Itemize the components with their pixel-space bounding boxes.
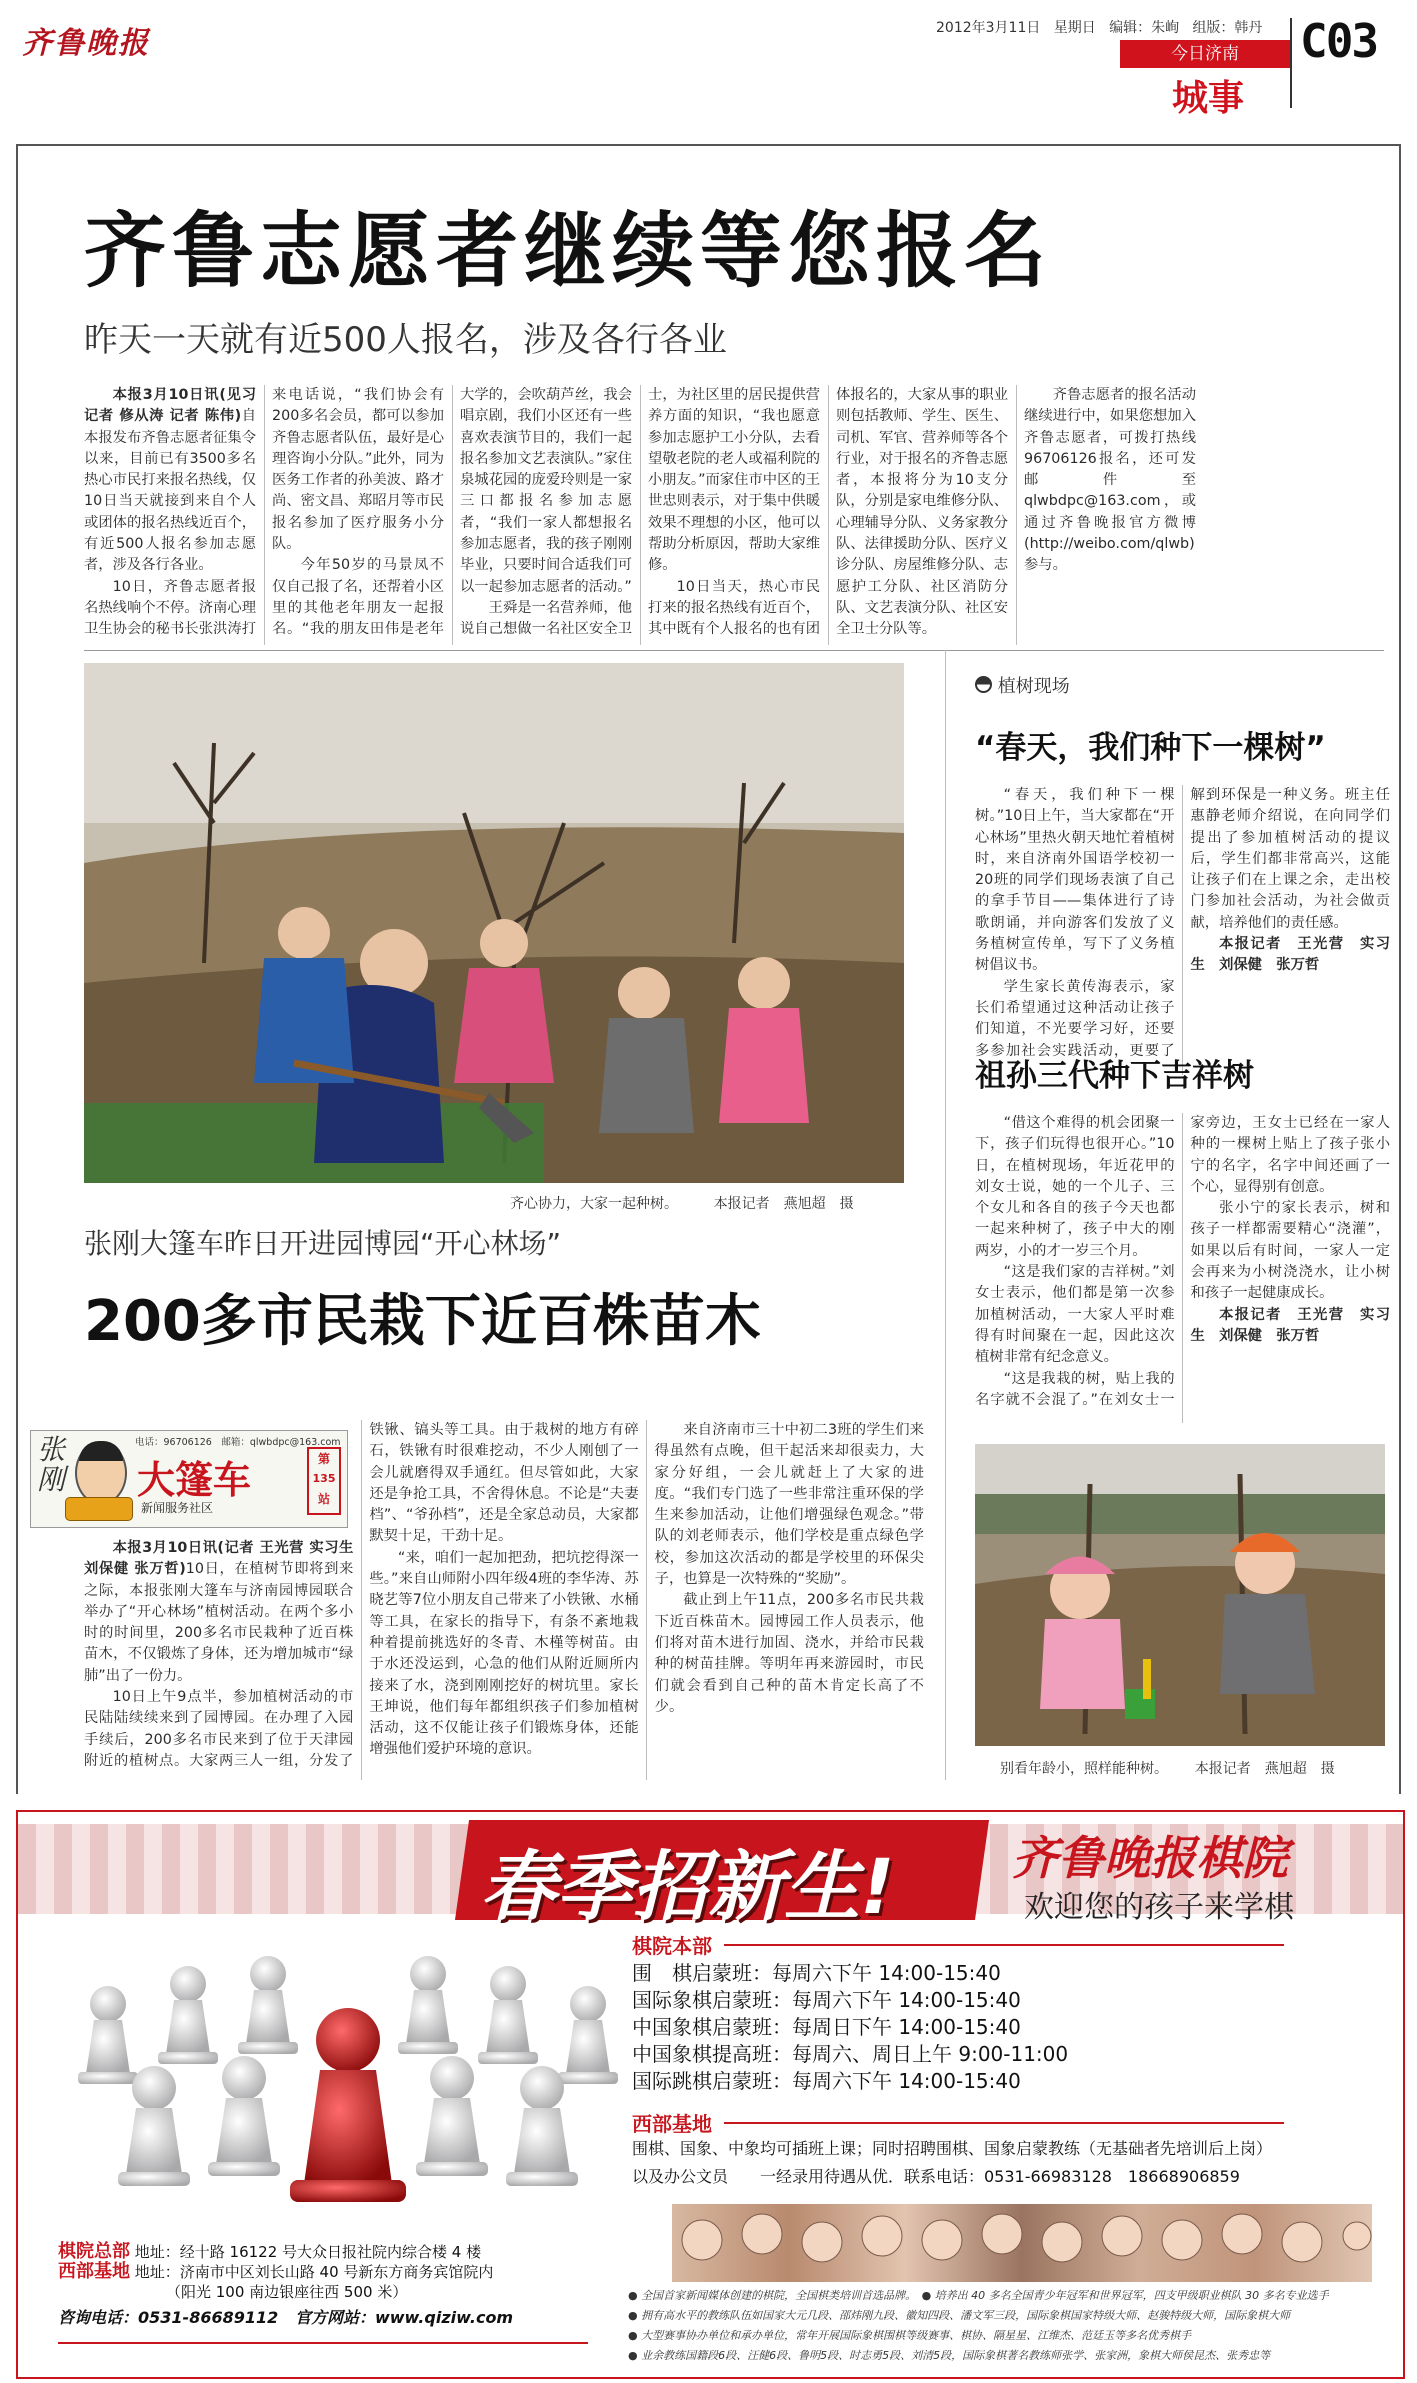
- ad-west-addr: 地址：济南市中区刘长山路 40 号新东方商务宾馆院内: [134, 2263, 494, 2281]
- second-para-1: 10日，在植树节即将到来之际，本报张刚大篷车与济南园博园联合举办了“开心林场”植树活动。在两个多小时的时间里，200多名市民栽种了近百株苗木，不仅锻炼了身体，还为增加城市“绿肺”出了一份力。: [84, 1561, 354, 1684]
- caravan-badge-title: 大篷车: [137, 1458, 252, 1502]
- caravan-badge-phone: 电话：96706126 邮箱：qlwbdpc@163.com: [135, 1437, 341, 1448]
- ad-phone: 0531-86689112: [138, 2308, 279, 2327]
- ad-hq-title: 棋院本部: [632, 1934, 712, 1958]
- frame-top: [16, 144, 1401, 146]
- photo2-caption-text: 别看年龄小，照样能种树。: [1000, 1761, 1168, 1777]
- ad-slogan: 春季招新生!: [480, 1842, 895, 1931]
- side1-para-1: “春天，我们种下一棵树。”10日上午，当大家都在“开心林场”里热火朝天地忙着植树时，来自济南外国语学校初一20班的同学们现场表演了自己的拿手节目——集体进行了诗歌朗诵，并向游客们发放了义务植树宣传单，写下了义务植树倡议书。: [975, 787, 1175, 974]
- side-tag-icon: [975, 676, 992, 693]
- main-para-6: 齐鲁志愿者的报名活动继续进行中，如果您想加入齐鲁志愿者，可拨打热线96706126报名，还可发邮件至qlwbdpc@163.com，或通过齐鲁晚报官方微博(http://weibo.com/qlwb)参与。: [1024, 387, 1196, 574]
- children-planting-photo-art: [975, 1444, 1385, 1746]
- station-unit: 站: [317, 1492, 330, 1506]
- side2-para-1: “借这个难得的机会团聚一下，孩子们玩得也很开心。”10日，在植树现场，年近花甲的刘女士说，她的一个儿子、三个女儿和各自的孩子今天也都一起来种树了，孩子中大的刚两岁，小的才一岁三个月。: [975, 1115, 1175, 1259]
- class-name: 国际象棋启蒙班：: [632, 1988, 792, 2012]
- ad-bullet: ● 业余教练国籍段6段、汪健6段、鲁明5段、时志勇5段、刘清5段，国际象棋著名教练师张学、张家洲，象棋大师侯昆杰、张秀忠等: [628, 2349, 1271, 2362]
- ad-class-row: [632, 1960, 1068, 1987]
- ad-website: www.qiziw.com: [374, 2308, 514, 2327]
- photo1-credit: 本报记者 燕旭超 摄: [713, 1196, 854, 1212]
- ad-west-line-1: 围棋、国象、中象均可插班上课；同时招聘围棋、国象启蒙教练（无基础者先培训后上岗）: [632, 2139, 1273, 2158]
- ad-faces-strip: [672, 2204, 1372, 2282]
- main-subhead: 昨天一天就有近500人报名，涉及各行各业: [84, 320, 727, 360]
- ad-class-list: [632, 1960, 1068, 2095]
- photo1-caption-text: 齐心协力，大家一起种树。: [510, 1196, 678, 1212]
- ad-header-band: [18, 1812, 1403, 1931]
- class-name: 国际跳棋启蒙班：: [632, 2069, 792, 2093]
- side-tag: [975, 672, 1070, 698]
- ad-phone-label: 咨询电话：: [58, 2308, 139, 2327]
- second-story-body: [84, 1420, 924, 1780]
- second-byline: 本报3月10日讯(记者 王光营 实习生 刘保健 张万哲): [84, 1540, 354, 1578]
- tree-planting-photo-art: [84, 663, 904, 1183]
- ad-bullets: [628, 2286, 1388, 2366]
- second-headline: 200多市民栽下近百株苗木: [84, 1289, 761, 1354]
- side2-para-3: “这是我栽的树，贴上我的名字就不会混了。”在刘女士一家旁边，王女士已经在一家人种的一棵树上贴上了孩子张小宁的名字，名字中间还画了一个心，显得别有创意。: [975, 1115, 1390, 1408]
- ad-class-row: [632, 2068, 1068, 2095]
- main-para-4: 王舜是一名营养师，他说自己想做一名社区安全卫士，为社区里的居民提供营养方面的知识，“我也愿意参加志愿护工小分队，去看望敬老院的老人或福利院的小朋友。”而家住市中区的王世忠则表示，对于集中供暖效果不理想的小区，他可以帮助分析原因，帮助大家维修。: [460, 387, 820, 638]
- second-para-4: 来自济南市三十中初二3班的学生们来得虽然有点晚，但干起活来却很卖力，大家分好组，一会儿就赶上了大家的进度。“我们专门选了一些非常注重环保的学生来参加活动，让他们增强绿色观念。”带队的刘老师表示，他们学校是重点绿色学校，参加这次活动的都是学校里的环保尖子，也算是一次特殊的“奖励”。: [654, 1422, 924, 1588]
- side-tag-label: 植树现场: [997, 676, 1070, 697]
- ad-bullet: ● 拥有高水平的教练队伍如国家大元几段、邵炜刚九段、徽知四段、潘文军三段，国际象棋国家特级大师、赵骏特级大师，国际象棋大师: [628, 2309, 1291, 2322]
- caravan-badge-name: 张刚: [37, 1433, 66, 1496]
- main-byline: 本报3月10日讯(见习记者 修从涛 记者 陈伟): [84, 387, 256, 425]
- main-headline: 齐鲁志愿者继续等您报名: [84, 204, 1053, 299]
- ad-bullet: ● 大型赛事协办单位和承办单位，常年开展国际象棋围棋等级赛事、棋协、隔星星、江维杰、范廷玉等多名优秀棋手: [628, 2329, 1192, 2342]
- tree-planting-photo: [84, 663, 904, 1183]
- frame-right: [1399, 144, 1401, 1794]
- class-time: 每周六下午 14:00-15:40: [792, 2069, 1021, 2093]
- page-number: C03: [1300, 14, 1378, 68]
- frame-left: [16, 144, 18, 1794]
- children-planting-photo: [975, 1444, 1385, 1746]
- ad-contact-row: [58, 2308, 513, 2328]
- ad-hq-label: 棋院总部: [58, 2241, 130, 2262]
- main-para-3: 今年50岁的马景凤不仅自己报了名，还帮着小区里的其他老年朋友一起报名。“我的朋友田伟是老年大学的，会吹葫芦丝，我会唱京剧，我们小区还有一些喜欢表演节目的，我们一起报名参加文艺表演队。”家住泉城花园的庞爱玲则是一家三口都报名参加志愿者，“我们一家人都想报名参加志愿者，我的孩子刚刚毕业，只要时间合适我们可以一起参加志愿者的活动。”: [272, 387, 632, 638]
- ad-hq-address-row: [58, 2242, 513, 2262]
- newspaper-logo: 齐鲁晚报: [22, 26, 150, 61]
- photo1-caption: [510, 1193, 854, 1213]
- side-title-1: “春天，我们种下一棵树”: [975, 730, 1326, 766]
- red-pawn: [290, 2008, 406, 2202]
- ad-tagline: 欢迎您的孩子来学棋: [1024, 1890, 1294, 1925]
- chess-pawns-art: [58, 1944, 638, 2234]
- ad-class-row: [632, 2041, 1068, 2068]
- main-story-rule: [84, 650, 1384, 651]
- class-time: 每周六、周日上午 9:00-11:00: [792, 2042, 1069, 2066]
- second-para-5: 截止到上午11点，200多名市民共栽下近百株苗木。园博园工作人员表示，他们将对苗木进行加固、浇水，并给市民栽种的树苗挂牌。等明年再来游园时，市民们就会看到自己种的苗木肯定长高了不少。: [654, 1592, 924, 1715]
- ad-class-row: [632, 2014, 1068, 2041]
- station-number: 135: [312, 1472, 336, 1485]
- side1-byline: 本报记者 王光营 实习生 刘保健 张万哲: [1190, 936, 1390, 974]
- channel-tab: 今日济南: [1120, 40, 1290, 68]
- issue-date: 2012年3月11日: [936, 20, 1041, 36]
- ad-hq-addr: 地址：经十路 16122 号大众日报社院内综合楼 4 楼: [134, 2243, 482, 2261]
- side-story-2-body: [975, 1113, 1390, 1423]
- side2-para-2: “这是我们家的吉祥树。”刘女士表示，他们都是第一次参加植树活动，一大家人平时难得有时间聚在一起，因此这次植树非常有纪念意义。: [975, 1264, 1175, 1366]
- ad-west-line-2: 以及办公文员 一经录用待遇从优．联系电话：0531-66983128 18668906859: [632, 2167, 1240, 2186]
- side-story-1-body: [975, 785, 1390, 1075]
- main-para-1: 自本报发布齐鲁志愿者征集令以来，目前已有3500多名热心市民打来报名热线，仅10日当天就接到来自个人或团体的报名热线近百个，有近500人报名参加志愿者，涉及各行各业。: [84, 408, 257, 574]
- class-name: 围 棋启蒙班：: [632, 1961, 772, 1985]
- side2-para-4: 张小宁的家长表示，树和孩子一样都需要精心“浇灌”，如果以后有时间，一家人一定会再来为小树浇浇水，让小树和孩子一起健康成长。: [1190, 1200, 1390, 1302]
- class-name: 中国象棋启蒙班：: [632, 2015, 792, 2039]
- chess-pieces-illustration: [58, 1944, 638, 2234]
- main-para-2: 10日，齐鲁志愿者报名热线响个不停。济南心理卫生协会的秘书长张洪涛打来电话说，“我们协会有200多名会员，都可以参加齐鲁志愿者队伍，最好是心理咨询小分队。”此外，同为医务工作者的孙美波、路才尚、密文昌、郑昭月等市民报名参加了医疗服务小分队。: [84, 387, 444, 638]
- ad-hq-rule: [724, 1944, 1284, 1946]
- class-name: 中国象棋提高班：: [632, 2042, 792, 2066]
- masthead-divider: [1290, 18, 1292, 108]
- side2-byline: 本报记者 王光营 实习生 刘保健 张万哲: [1190, 1306, 1390, 1344]
- badge-spacer: [30, 1420, 353, 1538]
- issue-weekday: 星期日: [1053, 20, 1096, 36]
- second-para-2: 10日上午9点半，参加植树活动的市民陆陆续续来到了园博园。在办理了入园手续后，200多名市民来到了位于天津园附近的植树点。大家两三人一组，分发了铁锹、镐头等工具。由于栽树的地方有碎石，铁锹有时很难挖动，不少人刚刨了一会儿就磨得双手通红。但尽管如此，大家还是争抢工具，不舍得休息。不论是“夫妻档”、“爷孙档”，还是全家总动员，大家都默契十足，干劲十足。: [84, 1422, 639, 1769]
- main-para-5: 10日当天，热心市民打来的报名热线有近百个，其中既有个人报名的也有团体报名的，大家从事的职业则包括教师、学生、医生、司机、军官、营养师等各个行业，对于报名的齐鲁志愿者，本报将分为10支分队，分别是家电维修分队、心理辅导分队、义务家教分队、法律援助分队、医疗义诊分队、房屋维修分队、志愿护工分队、社区消防分队、文艺表演分队、社区安全卫士分队等。: [648, 387, 1008, 638]
- ad-west-address-note: （阳光 100 南边银座往西 500 米）: [166, 2283, 408, 2301]
- chess-school-ad: [16, 1810, 1405, 2379]
- class-time: 每周六下午 14:00-15:40: [792, 1988, 1021, 2012]
- ad-class-row: [632, 1987, 1068, 2014]
- ad-west-label: 西部基地: [58, 2261, 130, 2282]
- second-para-3: “来，咱们一起加把劲，把坑挖得深一些。”来自山师附小四年级4班的李华涛、苏晓艺等7位小朋友自己带来了小铁锹、水桶等工具，在家长的指导下，有条不紊地栽种着提前挑选好的冬青、木槿等树苗。由于水还没运到，心急的他们从附近厕所内接来了水，浇到刚刚挖好的树坑里。家长王坤说，他们每年都组织孩子们参加植树活动，这不仅能让孩子们锻炼身体，还能增强他们爱护环境的意识。: [369, 1549, 639, 1758]
- main-story-body: [84, 385, 1384, 645]
- ad-footer-rule: [58, 2342, 588, 2344]
- side-column-divider: [945, 650, 946, 1780]
- side1-para-2: 学生家长黄传海表示，家长们希望通过这种活动让孩子们知道，不光要学习好，还要多参加社会实践活动，更要了解到环保是一种义务。班主任惠静老师介绍说，在向同学们提出了参加植树活动的提议后，学生们都非常高兴，这能让孩子们在上课之余，走出校门参加社会活动，为社会做贡献，培养他们的责任感。: [975, 787, 1390, 1059]
- ad-brand: 齐鲁晚报棋院: [1012, 1831, 1288, 1885]
- ad-west-rule: [724, 2122, 1284, 2124]
- caravan-badge-subtitle: 新闻服务社区: [141, 1501, 214, 1515]
- section-name: 城事: [1172, 78, 1245, 119]
- photo2-credit: 本报记者 燕旭超 摄: [1194, 1761, 1335, 1777]
- ad-west-title: 西部基地: [632, 2112, 712, 2136]
- ad-address-block: [58, 2242, 513, 2328]
- editor: 编辑：朱峋: [1109, 20, 1180, 36]
- side-title-2: 祖孙三代种下吉祥树: [975, 1058, 1254, 1094]
- ad-west-address-row: [58, 2262, 513, 2282]
- layout-editor: 组版：韩丹: [1192, 20, 1263, 36]
- ad-bullet: ● 全国首家新闻媒体创建的棋院，全国棋类培训首选品牌。 ● 培养出 40 多名全国青少年冠军和世界冠军，四支甲级职业棋队 30 多名专业选手: [628, 2289, 1329, 2302]
- issue-info: [936, 17, 1262, 37]
- class-time: 每周六下午 14:00-15:40: [772, 1961, 1001, 1985]
- ad-website-label: 官方网站：: [294, 2308, 375, 2327]
- ad-faces-art: [672, 2204, 1372, 2282]
- class-time: 每周日下午 14:00-15:40: [792, 2015, 1021, 2039]
- station-label: 第: [317, 1452, 330, 1466]
- second-kicker: 张刚大篷车昨日开进园博园“开心林场”: [84, 1227, 562, 1260]
- photo2-caption: [1000, 1758, 1335, 1778]
